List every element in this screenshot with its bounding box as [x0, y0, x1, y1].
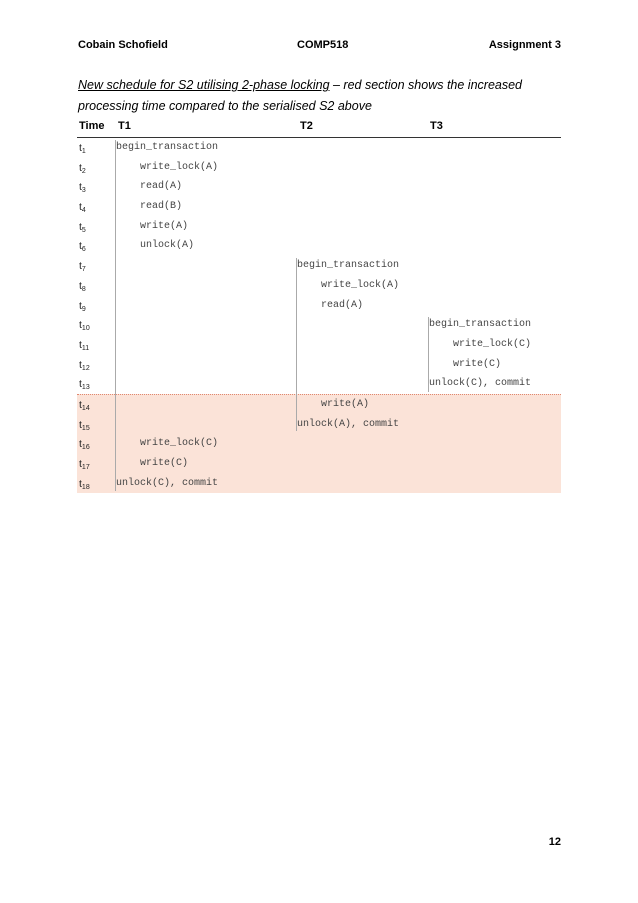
time-index: 1	[81, 148, 86, 155]
time-index: 12	[81, 364, 90, 372]
operation-cell: unlock(C), commit	[429, 378, 532, 390]
operation-cell: read(A)	[321, 299, 364, 311]
time-cell: $t_3$	[79, 181, 86, 195]
time-index: 14	[81, 404, 90, 412]
col-header-t1: T1	[118, 120, 131, 132]
time-cell: $t_{12}$	[79, 358, 90, 372]
table-row	[77, 355, 561, 375]
time-index: 3	[81, 187, 86, 195]
table-row	[77, 197, 561, 217]
operation-cell: write(C)	[453, 358, 502, 370]
header-course: COMP518	[297, 39, 349, 51]
time-cell: $t_9$	[79, 299, 86, 313]
schedule-caption	[78, 75, 568, 117]
table-row	[77, 276, 561, 296]
operation-cell: write_lock(A)	[321, 279, 400, 291]
header-assignment: Assignment 3	[488, 39, 561, 51]
operation-cell: write(A)	[140, 220, 189, 232]
time-index: 2	[81, 167, 86, 175]
caption-rest: – red section shows the increased processing time compared to the serialised S2 above	[78, 78, 522, 113]
time-index: 7	[81, 266, 86, 274]
schedule-table	[77, 115, 561, 493]
time-index: 17	[81, 464, 90, 471]
time-index: 16	[81, 444, 90, 452]
header-author: Cobain Schofield	[78, 39, 168, 51]
time-index: 9	[81, 305, 86, 313]
col-header-t2: T2	[300, 120, 313, 132]
operation-cell: unlock(C), commit	[116, 477, 219, 489]
time-index: 13	[81, 384, 90, 392]
table-row	[77, 177, 561, 197]
time-index: 5	[81, 226, 86, 234]
operation-cell: read(A)	[140, 181, 183, 193]
operation-cell: begin_transaction	[116, 142, 219, 153]
time-cell: $t_{13}$	[79, 378, 90, 392]
operation-cell: write_lock(C)	[140, 438, 219, 450]
time-cell: $t_2$	[79, 161, 86, 175]
col-header-t3: T3	[430, 120, 443, 132]
operation-cell: write_lock(A)	[140, 161, 219, 173]
time-index: 8	[81, 285, 86, 293]
col-header-time: Time	[79, 120, 105, 132]
time-cell: $t_4$	[79, 201, 86, 215]
time-index: 11	[81, 344, 90, 352]
operation-cell: unlock(A)	[140, 240, 195, 252]
time-index: 10	[81, 325, 90, 333]
time-cell: $t_6$	[79, 240, 86, 254]
transaction-timeline	[428, 317, 429, 392]
time-cell: $t_{17}$	[79, 458, 90, 471]
page-number: 12	[548, 836, 561, 848]
operation-cell: write(C)	[140, 458, 189, 469]
table-row	[77, 434, 561, 454]
time-index: 6	[81, 246, 86, 254]
transaction-timeline	[296, 258, 297, 431]
time-cell: $t_7$	[79, 260, 86, 274]
time-index: 15	[81, 424, 90, 432]
table-row	[77, 374, 561, 394]
table-row	[77, 474, 561, 494]
table-row	[77, 415, 561, 435]
operation-cell: begin_transaction	[429, 319, 532, 331]
time-cell: $t_{15}$	[79, 418, 90, 432]
table-row	[77, 335, 561, 355]
table-body	[77, 138, 561, 493]
table-row	[77, 236, 561, 256]
table-row	[77, 217, 561, 237]
table-row	[77, 256, 561, 276]
time-cell: $t_5$	[79, 220, 86, 234]
table-row	[77, 315, 561, 335]
time-cell: $t_{16}$	[79, 438, 90, 452]
time-cell: $t_{11}$	[79, 338, 90, 352]
transaction-timeline	[115, 140, 116, 491]
operation-cell: begin_transaction	[297, 260, 400, 272]
caption-underlined: New schedule for S2 utilising 2-phase locking	[78, 78, 330, 92]
operation-cell: write(A)	[321, 398, 370, 410]
operation-cell: write_lock(C)	[453, 338, 532, 350]
time-cell: $t_8$	[79, 279, 86, 293]
table-row	[77, 138, 561, 158]
table-row	[77, 158, 561, 178]
time-cell: $t_1$	[79, 142, 86, 155]
table-row	[77, 454, 561, 474]
operation-cell: read(B)	[140, 201, 183, 213]
time-cell: $t_{10}$	[79, 319, 90, 333]
time-cell: $t_{18}$	[79, 477, 90, 491]
operation-cell: unlock(A), commit	[297, 418, 400, 430]
table-row	[77, 296, 561, 316]
time-index: 18	[81, 483, 90, 491]
table-header-row	[77, 115, 561, 137]
time-cell: $t_{14}$	[79, 398, 90, 412]
time-index: 4	[81, 207, 86, 215]
table-row	[77, 394, 561, 415]
